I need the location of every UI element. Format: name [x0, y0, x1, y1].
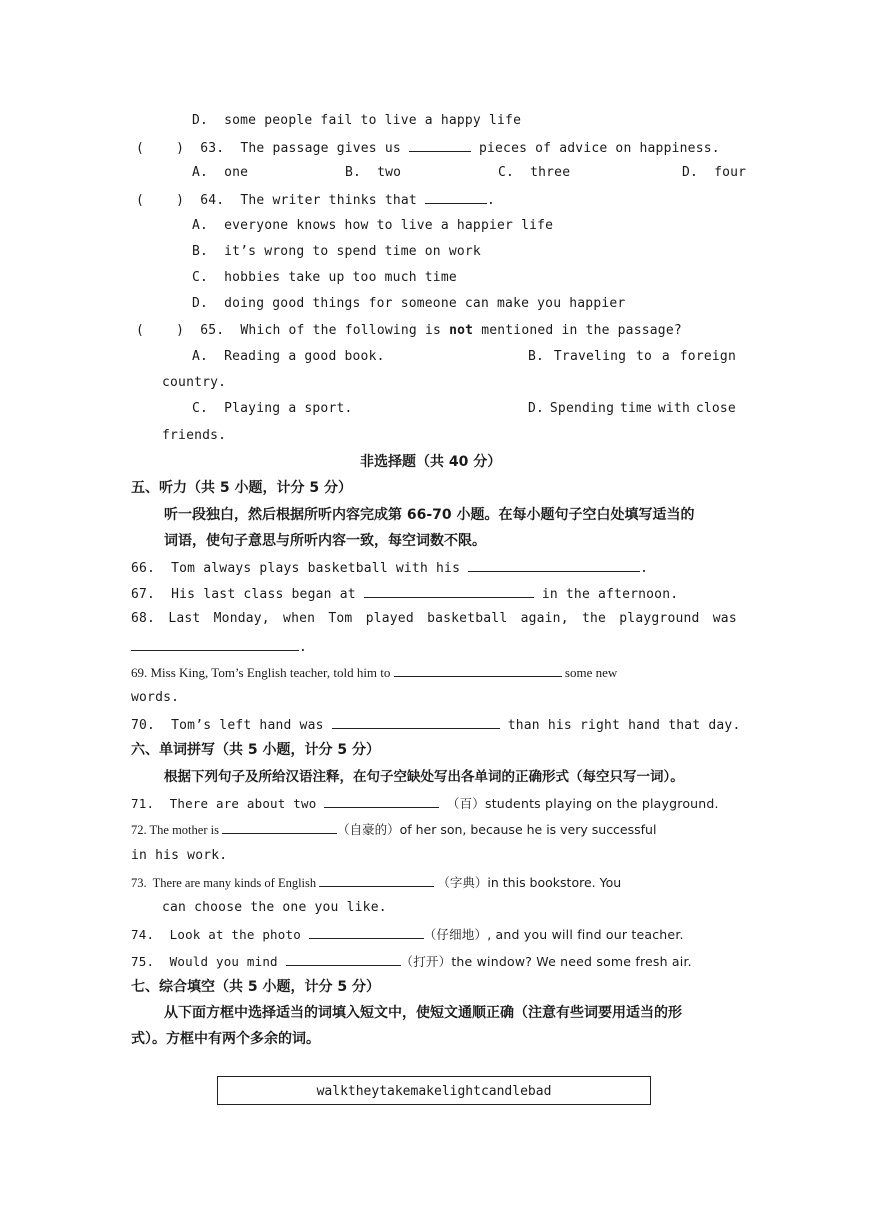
q64-option-c: C. hobbies take up too much time — [192, 270, 457, 285]
q67-text-a: 67. His last class began at — [131, 587, 356, 602]
word: time — [619, 401, 653, 416]
answer-blank — [309, 925, 424, 939]
answer-paren: ( ) — [136, 193, 185, 208]
q66-text-a: 66. Tom always plays basketball with his — [131, 561, 461, 576]
q65-option-c: C. Playing a sport. — [192, 401, 353, 416]
q66 — [131, 558, 648, 578]
word: a — [661, 349, 670, 364]
q65-option-a: A. Reading a good book. — [192, 349, 385, 364]
q71-text-a: 71. There are about two — [131, 796, 317, 811]
word: played — [365, 611, 414, 626]
word: with — [657, 401, 690, 416]
q68-continued — [131, 637, 307, 657]
q73-text-a: 73. There are many kinds of English — [131, 876, 317, 890]
answer-blank — [409, 138, 471, 152]
word: was — [712, 611, 737, 626]
answer-blank — [222, 820, 337, 834]
q67-text-b: in the afternoon. — [541, 587, 679, 602]
word: Spending — [549, 401, 615, 416]
word: D. — [528, 401, 545, 416]
q64-stem — [136, 190, 495, 210]
answer-blank — [364, 584, 534, 598]
q74-text-a: 74. Look at the photo — [131, 927, 301, 942]
word: foreign — [679, 349, 736, 364]
q62-option-d: D. some people fail to live a happy life — [192, 113, 522, 128]
answer-blank — [319, 873, 434, 887]
answer-blank — [131, 637, 299, 651]
section6-title: 六、单词拼写（共 5 小题，计分 5 分） — [131, 742, 380, 758]
q75 — [131, 952, 692, 971]
word: B. — [528, 349, 545, 364]
q73-continued: can choose the one you like. — [162, 900, 387, 915]
answer-blank — [286, 952, 401, 966]
q66-text-b: . — [640, 561, 649, 576]
q73 — [131, 873, 621, 892]
q74-text-b: （仔细地）, and you will find our teacher. — [423, 927, 684, 942]
q63-option-c: C. three — [498, 165, 571, 180]
q65-option-d-continued: friends. — [162, 428, 227, 443]
q71-text-b: （百）students playing on the playground. — [446, 796, 719, 811]
q65-option-d — [528, 400, 736, 418]
q65-stem-a: 65. Which of the following is — [200, 323, 442, 338]
q71 — [131, 794, 719, 813]
section-header-nonchoice: 非选择题（共 40 分） — [360, 454, 502, 470]
word: 68. — [131, 611, 156, 626]
q68 — [131, 610, 737, 628]
q64-option-a: A. everyone knows how to live a happier life — [192, 218, 554, 233]
section7-instruction-2: 式）。方框中有两个多余的词。 — [131, 1031, 320, 1047]
q69-text-a: 69. Miss King, Tom’s English teacher, told him to — [131, 665, 391, 680]
q65-option-b-continued: country. — [162, 375, 227, 390]
word: Monday, — [213, 611, 270, 626]
q74 — [131, 925, 684, 944]
q64-option-d: D. doing good things for someone can make you happier — [192, 296, 626, 311]
q72 — [131, 820, 656, 839]
word: Traveling — [553, 349, 627, 364]
answer-paren: ( ) — [136, 323, 185, 338]
q69-continued: words. — [131, 690, 180, 705]
word-bank-box: walktheytakemakelightcandlebad — [217, 1076, 651, 1105]
answer-blank — [425, 190, 487, 204]
q63-option-a: A. one — [192, 165, 249, 180]
q72-continued: in his work. — [131, 848, 228, 863]
q63-option-b: B. two — [345, 165, 402, 180]
q64-stem-a: 64. The writer thinks that — [200, 193, 417, 208]
q64-stem-b: . — [487, 193, 496, 208]
answer-blank — [324, 794, 439, 808]
word: the — [581, 611, 607, 626]
q63-stem — [136, 138, 720, 158]
section5-instruction-1: 听一段独白，然后根据所听内容完成第 66-70 小题。在每小题句子空白处填写适当的 — [164, 507, 695, 523]
section7-title: 七、综合填空（共 5 小题，计分 5 分） — [131, 979, 380, 995]
answer-paren: ( ) — [136, 141, 185, 156]
q63-stem-a: 63. The passage gives us — [200, 141, 401, 156]
q70-text-b: than his right hand that day. — [507, 718, 741, 733]
q63-stem-b: pieces of advice on happiness. — [478, 141, 720, 156]
q75-text-b: （打开）the window? We need some fresh air. — [400, 954, 692, 969]
section6-instruction: 根据下列句子及所给汉语注释，在句子空缺处写出各单词的正确形式（每空只写一词）。 — [164, 769, 684, 785]
q73-text-b: （字典）in this bookstore. You — [437, 875, 622, 890]
q75-text-a: 75. Would you mind — [131, 954, 278, 969]
word: when — [283, 611, 316, 626]
q65-stem-b: mentioned in the passage? — [481, 323, 682, 338]
q65-option-b — [528, 348, 736, 366]
q65-not-emphasis: not — [449, 323, 474, 338]
word: close — [695, 401, 736, 416]
q64-option-b: B. it’s wrong to spend time on work — [192, 244, 481, 259]
q72-text-b: （自豪的）of her son, because he is very successful — [337, 822, 657, 837]
word: Tom — [328, 611, 353, 626]
word: basketball — [427, 611, 508, 626]
q70-text-a: 70. Tom’s left hand was — [131, 718, 324, 733]
word: to — [636, 349, 653, 364]
section5-instruction-2: 词语，使句子意思与所听内容一致，每空词数不限。 — [164, 533, 486, 549]
q67 — [131, 584, 678, 604]
q69 — [131, 663, 617, 682]
q72-text-a: 72. The mother is — [131, 823, 219, 837]
section5-title: 五、听力（共 5 小题，计分 5 分） — [131, 480, 352, 496]
q65-stem — [136, 322, 682, 340]
section7-instruction-1: 从下面方框中选择适当的词填入短文中，使短文通顺正确（注意有些词要用适当的形 — [164, 1005, 682, 1021]
answer-blank — [394, 663, 562, 677]
q63-option-d: D. four — [682, 165, 747, 180]
word: playground — [619, 611, 700, 626]
word: again, — [520, 611, 569, 626]
answer-blank — [468, 558, 640, 572]
q70 — [131, 715, 740, 735]
q69-text-b: some new — [564, 665, 618, 680]
q68-end: . — [299, 640, 308, 655]
word: Last — [168, 611, 201, 626]
answer-blank — [332, 715, 500, 729]
